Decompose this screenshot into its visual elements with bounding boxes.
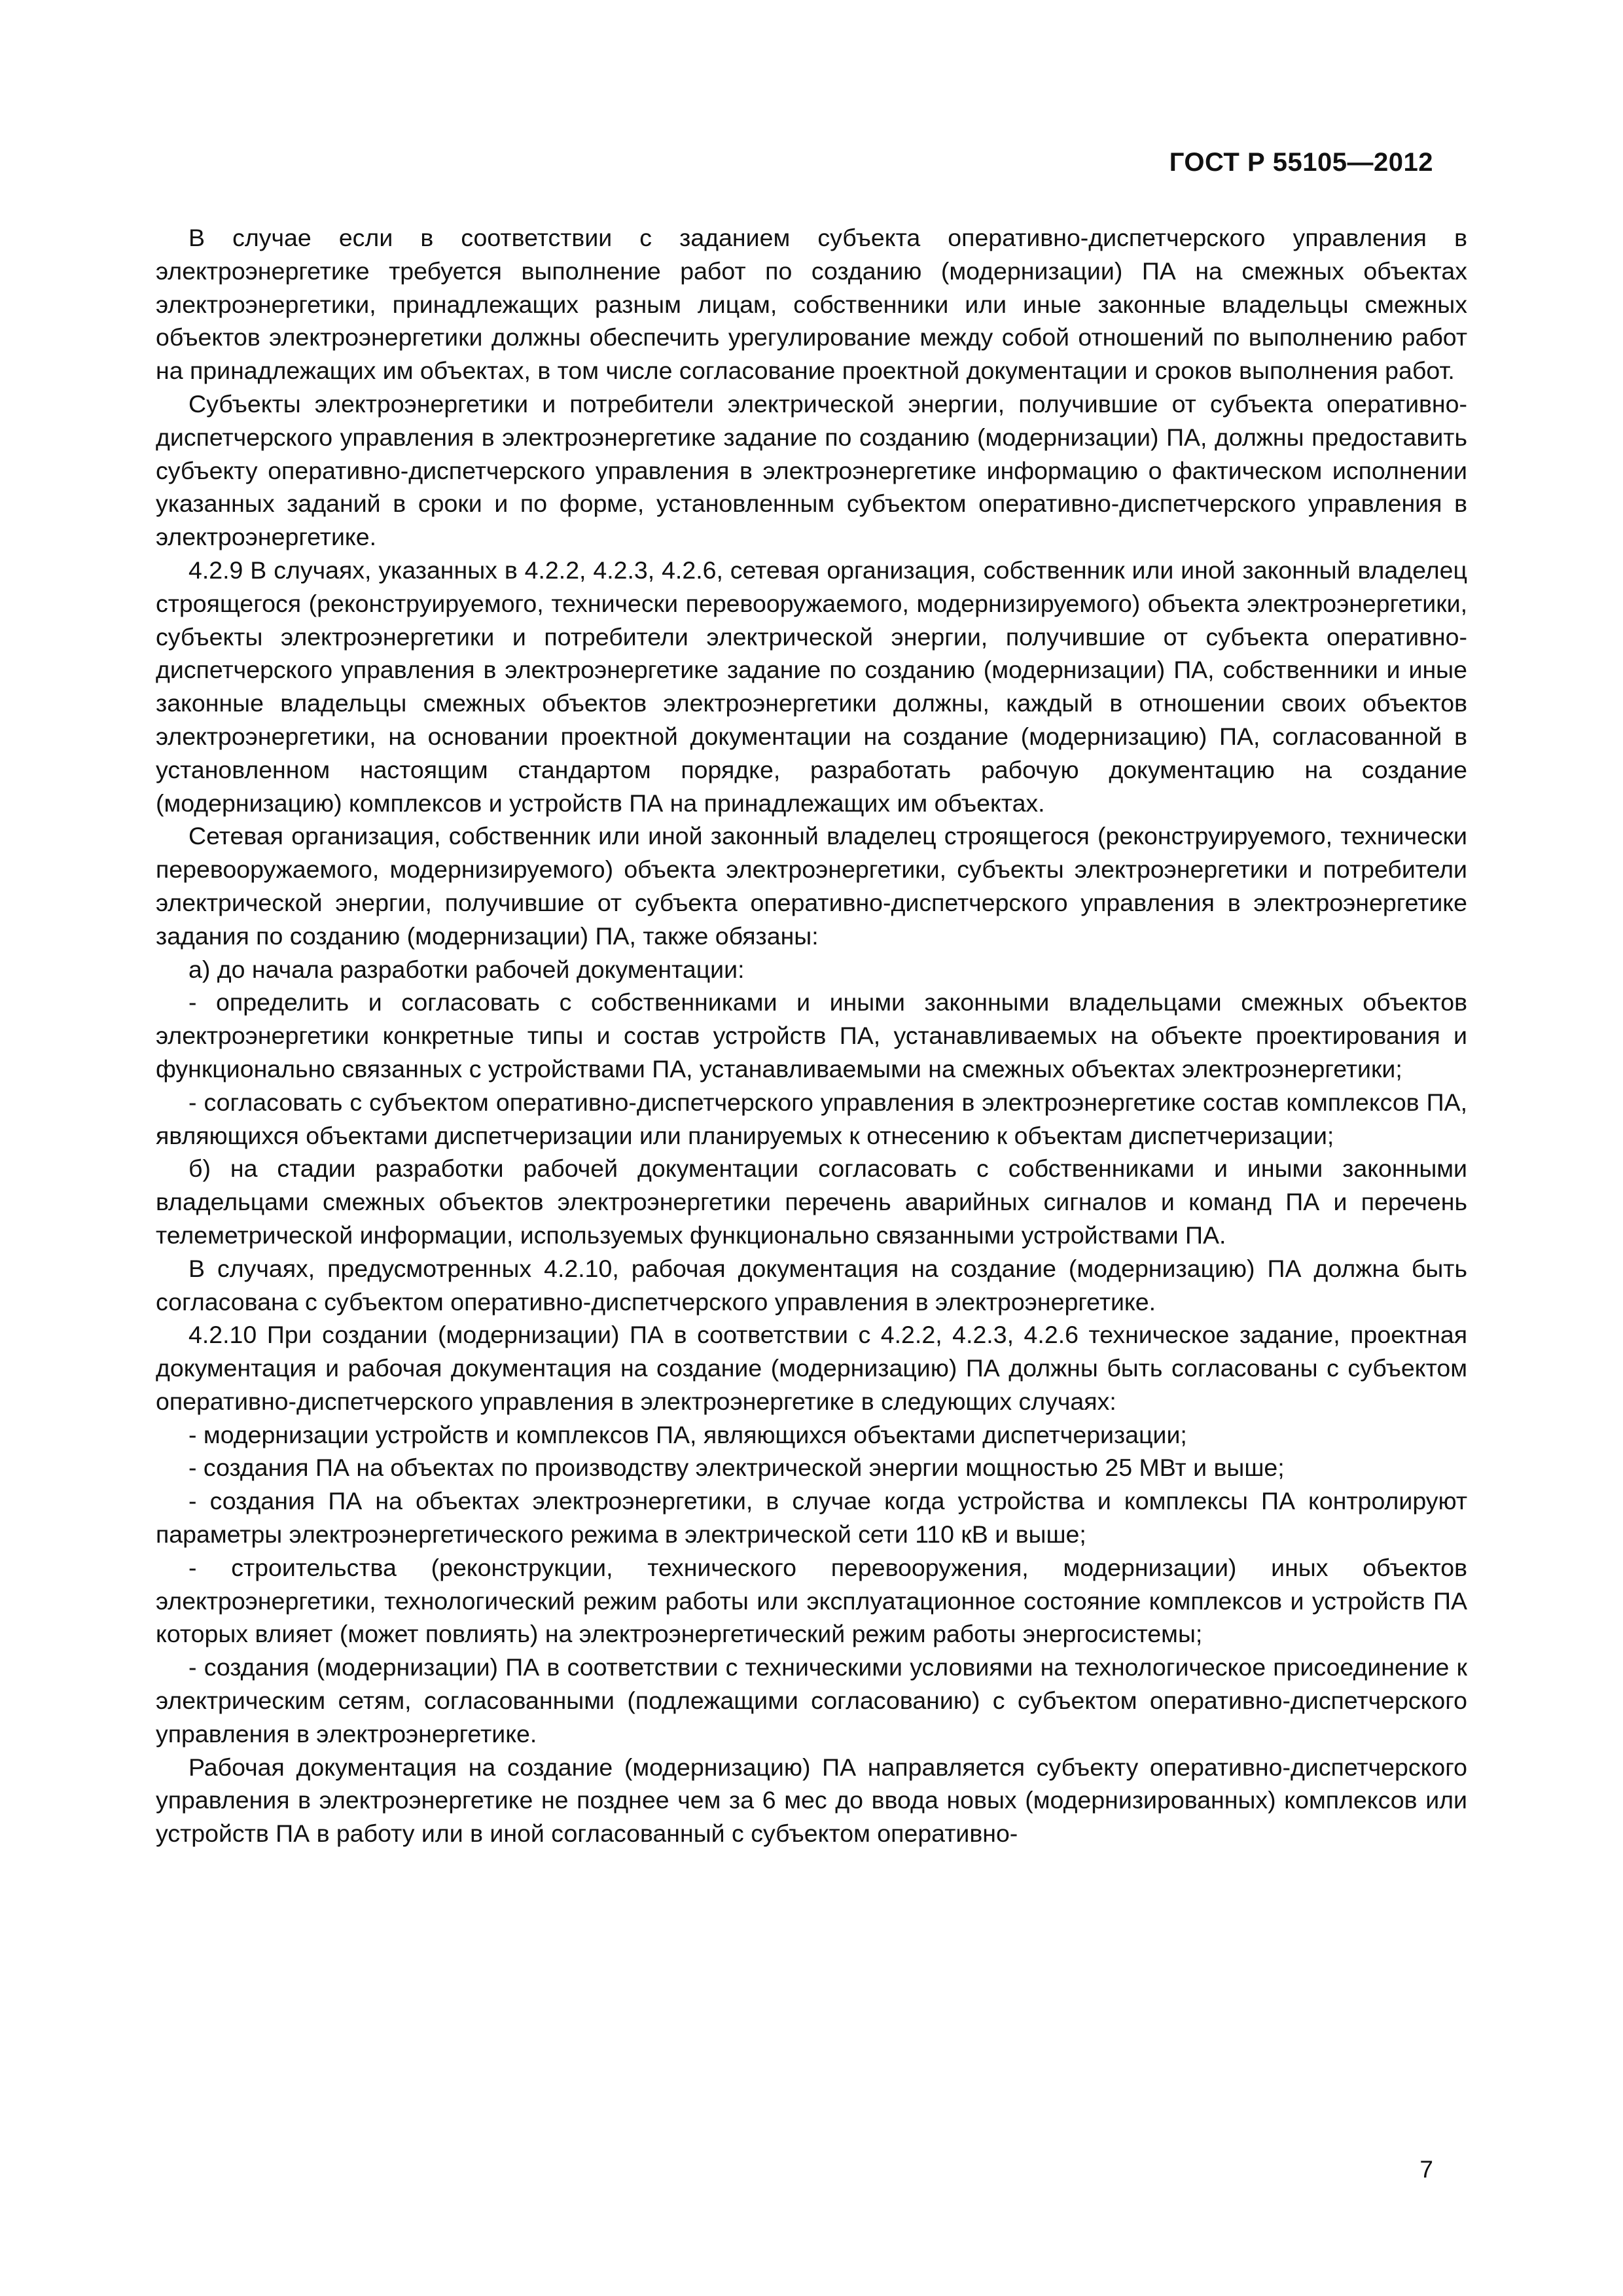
paragraph: В случае если в соответствии с заданием субъекта оперативно-диспетчерского управления в электроэнергетике требуется выполнение работ по созданию (модернизации) ПА на смежных объектах электроэнергетики, принадлежащих разным лицам, собственники или иные законные владельцы смежных объектов электроэнергетики должны обеспечить урегулирование между собой отношений по выполнению работ на принадлежащих им объектах, в том числе согласование проектной документации и сроков выполнения работ. xyxy=(156,224,1467,385)
paragraph: - создания ПА на объектах электроэнергетики, в случае когда устройства и комплексы ПА контролируют параметры электроэнергетического режима в электрической сети 110 кВ и выше; xyxy=(156,1487,1467,1549)
paragraph: 4.2.9 В случаях, указанных в 4.2.2, 4.2.3, 4.2.6, сетевая организация, собственник или иной законный владелец строящегося (реконструируемого, технически перевооружаемого, модернизируемого) объекта электроэнергетики, субъекты электроэнергетики и потребители электрической энергии, получившие от субъекта оперативно-диспетчерского управления в электроэнергетике задание по созданию (модернизации) ПА, собственники и иные законные владельцы смежных объектов электроэнергетики должны, каждый в отношении своих объектов электроэнергетики, на основании проектной документации на создание (модернизацию) ПА, согласованной в установленном настоящим стандартом порядке, разработать рабочую документацию на создание (модернизацию) комплексов и устройств ПА на принадлежащих им объектах. xyxy=(156,556,1467,817)
paragraph: - согласовать с субъектом оперативно-диспетчерского управления в электроэнергетике состав комплексов ПА, являющихся объектами диспетчеризации или планируемых к отнесению к объектам диспетчеризации; xyxy=(156,1088,1467,1149)
standard-code-header: ГОСТ Р 55105—2012 xyxy=(1169,148,1433,177)
page-number: 7 xyxy=(1419,2156,1433,2183)
paragraph: - создания ПА на объектах по производству электрической энергии мощностью 25 МВт и выше; xyxy=(188,1454,1285,1482)
paragraph: Сетевая организация, собственник или иной законный владелец строящегося (реконструируемого, технически перевооружаемого, модернизируемого) объекта электроэнергетики, субъекты электроэнергетики и потребители электрической энергии, получившие от субъекта оперативно-диспетчерского управления в электроэнергетике задания по созданию (модернизации) ПА, также обязаны: xyxy=(156,822,1467,950)
paragraph: - создания (модернизации) ПА в соответствии с техническими условиями на технологическое присоединение к электрическим сетям, согласованными (подлежащими согласованию) с субъектом оперативно-диспетчерского управления в электроэнергетике. xyxy=(156,1653,1467,1748)
paragraph: б) на стадии разработки рабочей документации согласовать с собственниками и иными законными владельцами смежных объектов электроэнергетики перечень аварийных сигналов и команд ПА и перечень телеметрической информации, используемых функционально связанными устройствами ПА. xyxy=(156,1155,1467,1249)
paragraph: Субъекты электроэнергетики и потребители электрической энергии, получившие от субъекта оперативно-диспетчерского управления в электроэнергетике задание по созданию (модернизации) ПА, должны предоставить субъекту оперативно-диспетчерского управления в электроэнергетике информацию о фактическом исполнении указанных заданий в сроки и по форме, установленным субъектом оперативно-диспетчерского управления в электроэнергетике. xyxy=(156,389,1467,551)
paragraph: 4.2.10 При создании (модернизации) ПА в соответствии с 4.2.2, 4.2.3, 4.2.6 техническое задание, проектная документация и рабочая документация на создание (модернизацию) ПА должны быть согласованы с субъектом оперативно-диспетчерского управления в электроэнергетике в следующих случаях: xyxy=(156,1321,1467,1415)
paragraph: В случаях, предусмотренных 4.2.10, рабочая документация на создание (модернизацию) ПА должна быть согласована с субъектом оперативно-диспетчерского управления в электроэнергетике. xyxy=(156,1254,1467,1316)
paragraph: - модернизации устройств и комплексов ПА, являющихся объектами диспетчеризации; xyxy=(188,1420,1187,1448)
paragraph: Рабочая документация на создание (модернизацию) ПА направляется субъекту оперативно-диспетчерского управления в электроэнергетике не позднее чем за 6 мес до ввода новых (модернизированных) комплексов или устройств ПА в работу или в иной согласованный с субъектом оперативно- xyxy=(156,1753,1467,1848)
paragraph: - определить и согласовать с собственниками и иными законными владельцами смежных объектов электроэнергетики конкретные типы и состав устройств ПА, устанавливаемых на объекте проектирования и функционально связанных с устройствами ПА, устанавливаемыми на смежных объектах электроэнергетики; xyxy=(156,988,1467,1083)
document-body xyxy=(156,221,1467,1850)
paragraph: а) до начала разработки рабочей документации: xyxy=(188,955,745,983)
paragraph: - строительства (реконструкции, технического перевооружения, модернизации) иных объектов электроэнергетики, технологический режим работы или эксплуатационное состояние комплексов и устройств ПА которых влияет (может повлиять) на электроэнергетический режим работы энергосистемы; xyxy=(156,1553,1467,1648)
